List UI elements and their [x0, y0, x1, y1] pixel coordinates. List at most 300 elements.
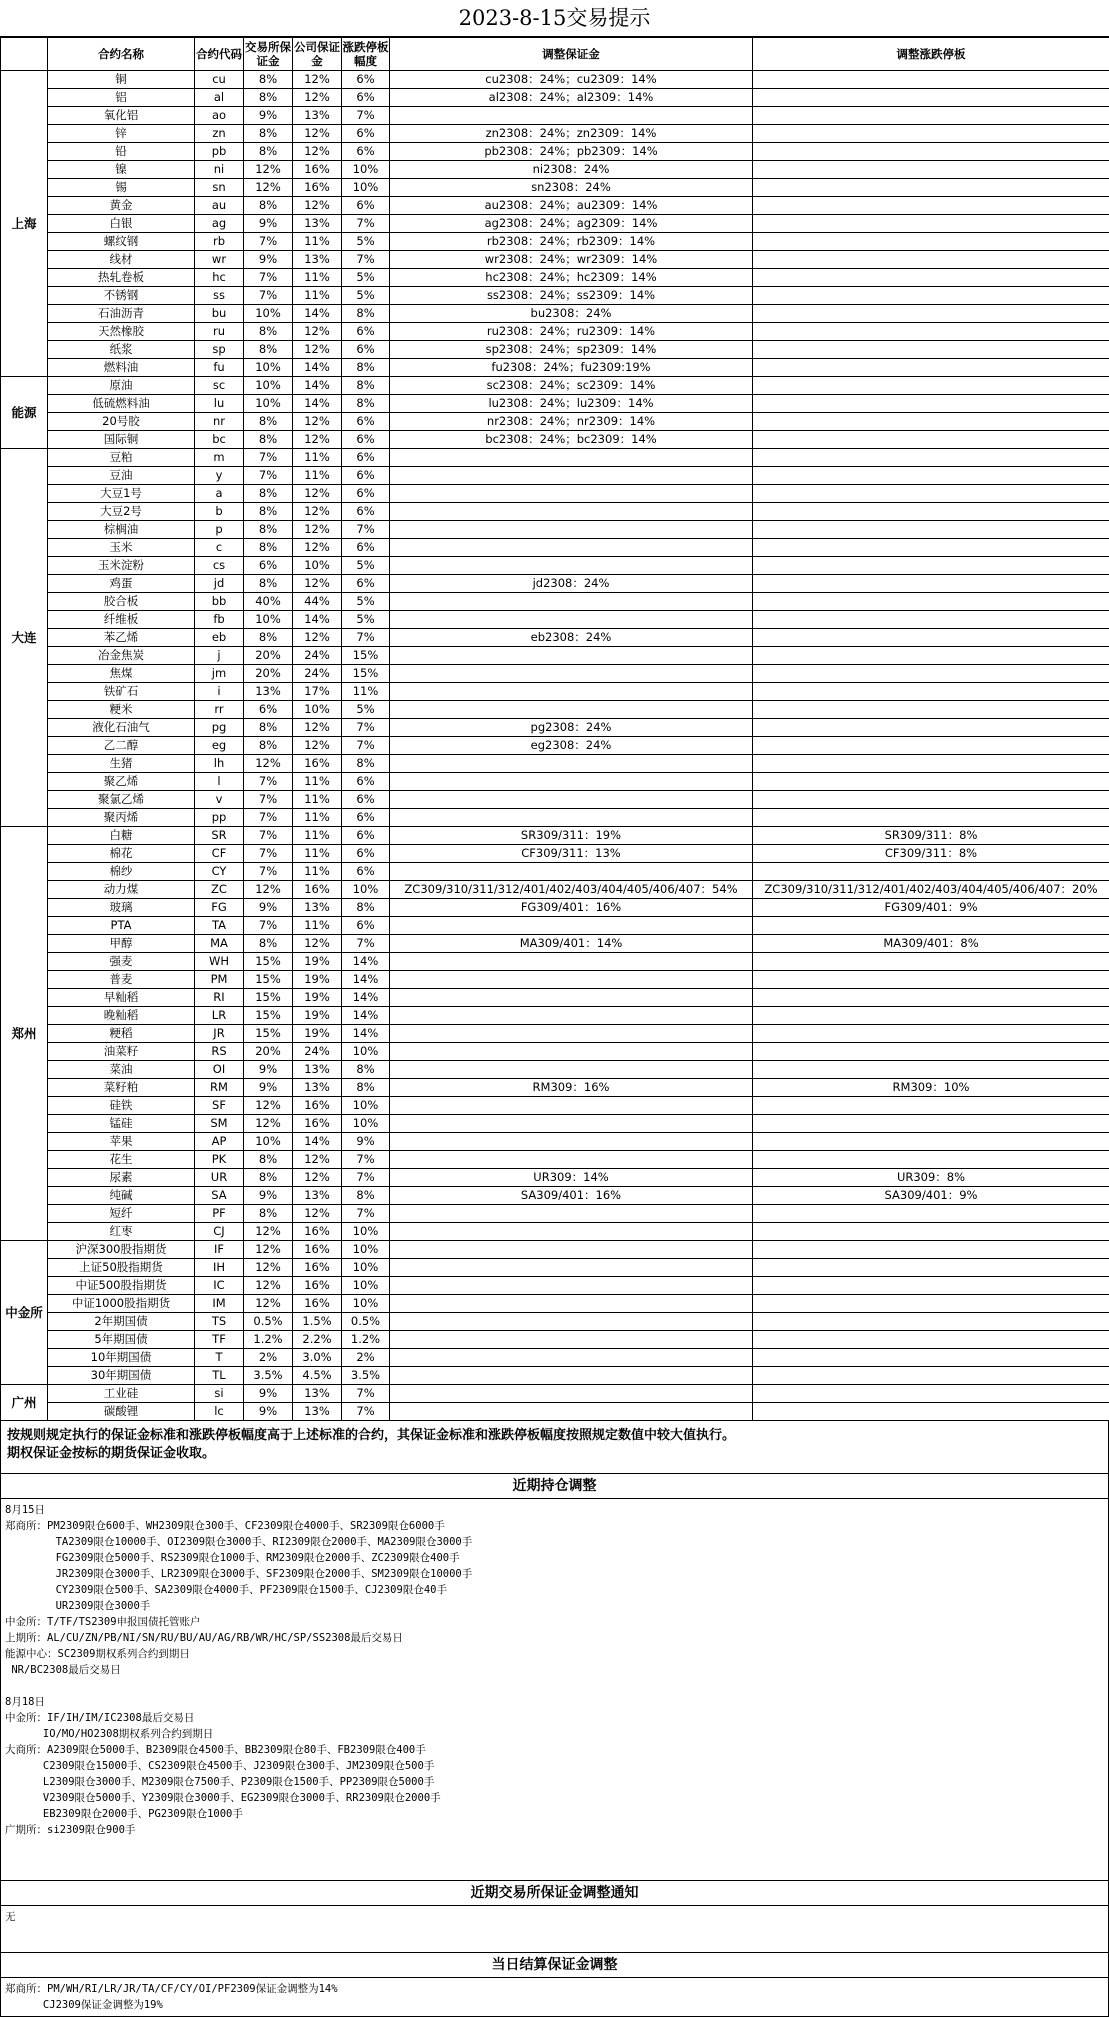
adjust-limit-cell	[753, 413, 1109, 431]
adjust-margin-cell: ss2308：24%；ss2309：14%	[390, 287, 753, 305]
table-body	[1, 71, 1109, 1421]
exchange-margin-cell: 15%	[244, 1007, 293, 1025]
adjust-margin-cell: eb2308：24%	[390, 629, 753, 647]
adjust-margin-cell	[390, 1151, 753, 1169]
table-row	[1, 467, 1109, 485]
adjust-margin-cell: SR309/311：19%	[390, 827, 753, 845]
exchange-margin-cell: 10%	[244, 611, 293, 629]
adjust-limit-cell	[753, 809, 1109, 827]
table-row	[1, 1259, 1109, 1277]
contract-code-cell: al	[195, 89, 244, 107]
price-limit-cell: 6%	[342, 71, 390, 89]
table-row	[1, 755, 1109, 773]
adjust-limit-cell	[753, 125, 1109, 143]
adjust-limit-cell	[753, 1061, 1109, 1079]
company-margin-cell: 24%	[293, 1043, 342, 1061]
adjust-limit-cell	[753, 665, 1109, 683]
adjust-limit-cell	[753, 179, 1109, 197]
exchange-margin-cell: 8%	[244, 89, 293, 107]
contract-code-cell: SA	[195, 1187, 244, 1205]
contract-name-cell: 晚籼稻	[48, 1007, 195, 1025]
table-row	[1, 395, 1109, 413]
adjust-margin-cell: pg2308：24%	[390, 719, 753, 737]
contract-code-cell: JR	[195, 1025, 244, 1043]
table-row	[1, 1043, 1109, 1061]
price-limit-cell: 8%	[342, 1061, 390, 1079]
settlement-margin-title: 当日结算保证金调整	[0, 1952, 1109, 1978]
exchange-margin-notice-title: 近期交易所保证金调整通知	[0, 1880, 1109, 1906]
region-label: 大连	[1, 449, 48, 827]
table-header	[1, 38, 1109, 71]
table-row	[1, 197, 1109, 215]
price-limit-cell: 6%	[342, 575, 390, 593]
contract-name-cell: 红枣	[48, 1223, 195, 1241]
exchange-margin-cell: 7%	[244, 233, 293, 251]
adjust-margin-cell	[390, 1259, 753, 1277]
contract-name-cell: 天然橡胶	[48, 323, 195, 341]
contract-name-cell: 粳米	[48, 701, 195, 719]
table-row	[1, 1385, 1109, 1403]
adjust-margin-cell	[390, 1025, 753, 1043]
company-margin-cell: 11%	[293, 287, 342, 305]
company-margin-cell: 13%	[293, 107, 342, 125]
adjust-margin-cell: rb2308：24%；rb2309：14%	[390, 233, 753, 251]
contract-code-cell: RM	[195, 1079, 244, 1097]
adjust-margin-cell	[390, 773, 753, 791]
company-margin-cell: 11%	[293, 845, 342, 863]
adjust-limit-cell	[753, 89, 1109, 107]
region-label: 上海	[1, 71, 48, 377]
table-row	[1, 1241, 1109, 1259]
exchange-margin-cell: 9%	[244, 1079, 293, 1097]
company-margin-cell: 13%	[293, 1079, 342, 1097]
company-margin-cell: 13%	[293, 251, 342, 269]
adjust-limit-cell	[753, 1313, 1109, 1331]
adjust-limit-cell	[753, 755, 1109, 773]
contract-name-cell: 聚丙烯	[48, 809, 195, 827]
contract-code-cell: TL	[195, 1367, 244, 1385]
adjust-limit-cell	[753, 701, 1109, 719]
contract-name-cell: 锌	[48, 125, 195, 143]
adjust-margin-cell	[390, 1331, 753, 1349]
table-row	[1, 1205, 1109, 1223]
table-row	[1, 1295, 1109, 1313]
contract-code-cell: IM	[195, 1295, 244, 1313]
table-row	[1, 269, 1109, 287]
company-margin-cell: 13%	[293, 1061, 342, 1079]
adjust-limit-cell	[753, 917, 1109, 935]
exchange-margin-cell: 12%	[244, 179, 293, 197]
contract-name-cell: 玉米淀粉	[48, 557, 195, 575]
exchange-margin-cell: 12%	[244, 1259, 293, 1277]
margin-rule-note	[0, 1421, 1109, 1473]
table-row	[1, 809, 1109, 827]
adjust-limit-cell	[753, 791, 1109, 809]
contract-code-cell: wr	[195, 251, 244, 269]
exchange-margin-cell: 12%	[244, 1241, 293, 1259]
header-price-limit: 涨跌停板幅度	[342, 38, 390, 71]
contract-code-cell: IF	[195, 1241, 244, 1259]
contract-code-cell: IC	[195, 1277, 244, 1295]
exchange-margin-cell: 7%	[244, 269, 293, 287]
company-margin-cell: 19%	[293, 989, 342, 1007]
table-row	[1, 1349, 1109, 1367]
table-row	[1, 341, 1109, 359]
adjust-limit-cell	[753, 1403, 1109, 1421]
adjust-margin-cell: al2308：24%；al2309：14%	[390, 89, 753, 107]
table-row	[1, 665, 1109, 683]
company-margin-cell: 11%	[293, 809, 342, 827]
contract-name-cell: 铝	[48, 89, 195, 107]
adjust-limit-cell	[753, 287, 1109, 305]
company-margin-cell: 1.5%	[293, 1313, 342, 1331]
price-limit-cell: 5%	[342, 611, 390, 629]
contract-name-cell: PTA	[48, 917, 195, 935]
exchange-margin-cell: 15%	[244, 971, 293, 989]
table-row	[1, 791, 1109, 809]
exchange-margin-cell: 7%	[244, 845, 293, 863]
contract-name-cell: 甲醇	[48, 935, 195, 953]
exchange-margin-cell: 12%	[244, 1295, 293, 1313]
table-row	[1, 1061, 1109, 1079]
company-margin-cell: 16%	[293, 1097, 342, 1115]
adjust-limit-cell: RM309：10%	[753, 1079, 1109, 1097]
table-row	[1, 305, 1109, 323]
price-limit-cell: 5%	[342, 593, 390, 611]
contract-name-cell: 聚氯乙烯	[48, 791, 195, 809]
table-row	[1, 1169, 1109, 1187]
contract-code-cell: lu	[195, 395, 244, 413]
contract-code-cell: l	[195, 773, 244, 791]
company-margin-cell: 12%	[293, 413, 342, 431]
contract-name-cell: 冶金焦炭	[48, 647, 195, 665]
table-row	[1, 1025, 1109, 1043]
exchange-margin-cell: 8%	[244, 1169, 293, 1187]
adjust-margin-cell	[390, 1277, 753, 1295]
company-margin-cell: 14%	[293, 377, 342, 395]
company-margin-cell: 12%	[293, 431, 342, 449]
adjust-margin-cell	[390, 1007, 753, 1025]
table-row	[1, 863, 1109, 881]
adjust-limit-cell	[753, 485, 1109, 503]
contract-name-cell: 纤维板	[48, 611, 195, 629]
table-row	[1, 1007, 1109, 1025]
adjust-margin-cell	[390, 1367, 753, 1385]
adjust-margin-cell	[390, 755, 753, 773]
contract-code-cell: CY	[195, 863, 244, 881]
company-margin-cell: 12%	[293, 719, 342, 737]
contract-code-cell: SF	[195, 1097, 244, 1115]
header-region	[1, 38, 48, 71]
adjust-margin-cell	[390, 791, 753, 809]
company-margin-cell: 11%	[293, 827, 342, 845]
adjust-margin-cell: ru2308：24%；ru2309：14%	[390, 323, 753, 341]
price-limit-cell: 10%	[342, 1277, 390, 1295]
company-margin-cell: 12%	[293, 143, 342, 161]
exchange-margin-cell: 7%	[244, 467, 293, 485]
adjust-limit-cell	[753, 143, 1109, 161]
company-margin-cell: 16%	[293, 161, 342, 179]
price-limit-cell: 6%	[342, 125, 390, 143]
adjust-limit-cell	[753, 1133, 1109, 1151]
contract-name-cell: 工业硅	[48, 1385, 195, 1403]
contract-name-cell: 早籼稻	[48, 989, 195, 1007]
contract-name-cell: 菜籽粕	[48, 1079, 195, 1097]
company-margin-cell: 12%	[293, 323, 342, 341]
contract-name-cell: 油菜籽	[48, 1043, 195, 1061]
contract-code-cell: fb	[195, 611, 244, 629]
adjust-limit-cell	[753, 557, 1109, 575]
adjust-margin-cell: ZC309/310/311/312/401/402/403/404/405/406/407：54%	[390, 881, 753, 899]
table-row	[1, 629, 1109, 647]
contract-code-cell: ni	[195, 161, 244, 179]
exchange-margin-notice-body: 无	[0, 1906, 1109, 1952]
price-limit-cell: 8%	[342, 395, 390, 413]
company-margin-cell: 12%	[293, 197, 342, 215]
company-margin-cell: 14%	[293, 305, 342, 323]
table-row	[1, 107, 1109, 125]
adjust-margin-cell	[390, 863, 753, 881]
price-limit-cell: 6%	[342, 863, 390, 881]
contract-code-cell: sn	[195, 179, 244, 197]
price-limit-cell: 7%	[342, 1403, 390, 1421]
price-limit-cell: 6%	[342, 485, 390, 503]
adjust-margin-cell: eg2308：24%	[390, 737, 753, 755]
company-margin-cell: 10%	[293, 701, 342, 719]
adjust-margin-cell: ni2308：24%	[390, 161, 753, 179]
adjust-margin-cell	[390, 1043, 753, 1061]
price-limit-cell: 14%	[342, 953, 390, 971]
company-margin-cell: 11%	[293, 863, 342, 881]
company-margin-cell: 10%	[293, 557, 342, 575]
contract-code-cell: p	[195, 521, 244, 539]
table-row	[1, 737, 1109, 755]
adjust-margin-cell	[390, 1115, 753, 1133]
company-margin-cell: 12%	[293, 575, 342, 593]
contract-code-cell: a	[195, 485, 244, 503]
exchange-margin-cell: 6%	[244, 557, 293, 575]
adjust-limit-cell	[753, 1241, 1109, 1259]
contract-name-cell: 20号胶	[48, 413, 195, 431]
contract-code-cell: cs	[195, 557, 244, 575]
contract-code-cell: c	[195, 539, 244, 557]
price-limit-cell: 7%	[342, 737, 390, 755]
contract-name-cell: 胶合板	[48, 593, 195, 611]
price-limit-cell: 10%	[342, 1295, 390, 1313]
contract-name-cell: 玉米	[48, 539, 195, 557]
adjust-margin-cell: SA309/401：16%	[390, 1187, 753, 1205]
price-limit-cell: 6%	[342, 827, 390, 845]
exchange-margin-cell: 3.5%	[244, 1367, 293, 1385]
company-margin-cell: 12%	[293, 89, 342, 107]
price-limit-cell: 7%	[342, 629, 390, 647]
exchange-margin-cell: 7%	[244, 449, 293, 467]
table-row	[1, 125, 1109, 143]
contract-name-cell: 大豆2号	[48, 503, 195, 521]
adjust-margin-cell	[390, 1295, 753, 1313]
adjust-margin-cell	[390, 917, 753, 935]
exchange-margin-cell: 9%	[244, 251, 293, 269]
adjust-limit-cell	[753, 719, 1109, 737]
contract-name-cell: 大豆1号	[48, 485, 195, 503]
adjust-margin-cell	[390, 1403, 753, 1421]
adjust-limit-cell	[753, 1385, 1109, 1403]
contract-code-cell: fu	[195, 359, 244, 377]
price-limit-cell: 6%	[342, 809, 390, 827]
company-margin-cell: 12%	[293, 629, 342, 647]
contract-code-cell: zn	[195, 125, 244, 143]
position-adjust-body: 8月15日 郑商所：PM2309限仓600手、WH2309限仓300手、CF2309限仓4000手、SR2309限仓6000手 TA2309限仓10000手、OI2309限仓3000手、RI2309限仓2000手、MA2309限仓3000手 FG2309限仓5000手、RS2309限仓1000手、RM2309限仓2000手、ZC2309限仓400手 JR2309限仓3000手、LR2309限仓3000手、SF2309限仓2000手、SM2309限仓10000手 CY2309限仓500手、SA2309限仓4000手、PF2309限仓1500手、CJ2309限仓40手 UR2309限仓3000手 中金所：T/TF/TS2309申报国债托管账户 上期所：AL/CU/ZN/PB/NI/SN/RU/BU/AU/AG/RB/WR/HC/SP/SS2308最后交易日 能源中心：SC2309期权系列合约到期日 NR/BC2308最后交易日 8月18日 中金所：IF/IH/IM/IC2308最后交易日 IO/MO/HO2308期权系列合约到期日 大商所：A2309限仓5000手、B2309限仓4500手、BB2309限仓80手、FB2309限仓400手 C2309限仓15000手、CS2309限仓4500手、J2309限仓300手、JM2309限仓500手 L2309限仓3000手、M2309限仓7500手、P2309限仓1500手、PP2309限仓5000手 V2309限仓5000手、Y2309限仓3000手、EG2309限仓3000手、RR2309限仓2000手 EB2309限仓2000手、PG2309限仓1000手 广期所：si2309限仓900手	[0, 1499, 1109, 1880]
contract-name-cell: 铜	[48, 71, 195, 89]
adjust-margin-cell: sn2308：24%	[390, 179, 753, 197]
adjust-margin-cell	[390, 1097, 753, 1115]
company-margin-cell: 12%	[293, 503, 342, 521]
settlement-margin-body: 郑商所：PM/WH/RI/LR/JR/TA/CF/CY/OI/PF2309保证金调整为14% CJ2309保证金调整为19%	[0, 1978, 1109, 2017]
exchange-margin-cell: 10%	[244, 305, 293, 323]
contract-name-cell: 棕榈油	[48, 521, 195, 539]
exchange-margin-cell: 10%	[244, 395, 293, 413]
table-row	[1, 521, 1109, 539]
contract-name-cell: 白糖	[48, 827, 195, 845]
exchange-margin-cell: 9%	[244, 1187, 293, 1205]
table-row	[1, 1097, 1109, 1115]
price-limit-cell: 7%	[342, 251, 390, 269]
exchange-margin-cell: 12%	[244, 1277, 293, 1295]
contract-name-cell: 液化石油气	[48, 719, 195, 737]
table-row	[1, 215, 1109, 233]
company-margin-cell: 16%	[293, 881, 342, 899]
adjust-limit-cell	[753, 233, 1109, 251]
adjust-margin-cell: jd2308：24%	[390, 575, 753, 593]
contract-code-cell: T	[195, 1349, 244, 1367]
company-margin-cell: 13%	[293, 1385, 342, 1403]
exchange-margin-cell: 15%	[244, 989, 293, 1007]
contract-name-cell: 豆油	[48, 467, 195, 485]
company-margin-cell: 12%	[293, 71, 342, 89]
adjust-margin-cell	[390, 485, 753, 503]
price-limit-cell: 7%	[342, 107, 390, 125]
contract-name-cell: 铅	[48, 143, 195, 161]
contract-code-cell: v	[195, 791, 244, 809]
contract-name-cell: 国际铜	[48, 431, 195, 449]
adjust-limit-cell	[753, 1295, 1109, 1313]
exchange-margin-cell: 7%	[244, 809, 293, 827]
contract-name-cell: 苹果	[48, 1133, 195, 1151]
contract-name-cell: 2年期国债	[48, 1313, 195, 1331]
note-line-1: 按规则规定执行的保证金标准和涨跌停板幅度高于上述标准的合约，其保证金标准和涨跌停板幅度按照规定数值中较大值执行。	[7, 1427, 1102, 1445]
contract-name-cell: 锰硅	[48, 1115, 195, 1133]
contract-code-cell: PM	[195, 971, 244, 989]
adjust-margin-cell: wr2308：24%；wr2309：14%	[390, 251, 753, 269]
company-margin-cell: 11%	[293, 449, 342, 467]
exchange-margin-cell: 8%	[244, 935, 293, 953]
company-margin-cell: 13%	[293, 1187, 342, 1205]
adjust-margin-cell: CF309/311：13%	[390, 845, 753, 863]
contract-code-cell: FG	[195, 899, 244, 917]
exchange-margin-cell: 9%	[244, 215, 293, 233]
price-limit-cell: 14%	[342, 989, 390, 1007]
contract-name-cell: 碳酸锂	[48, 1403, 195, 1421]
company-margin-cell: 11%	[293, 791, 342, 809]
contract-code-cell: IH	[195, 1259, 244, 1277]
table-row	[1, 575, 1109, 593]
exchange-margin-cell: 9%	[244, 107, 293, 125]
adjust-margin-cell	[390, 467, 753, 485]
table-row	[1, 503, 1109, 521]
adjust-margin-cell	[390, 1313, 753, 1331]
adjust-margin-cell	[390, 683, 753, 701]
price-limit-cell: 7%	[342, 521, 390, 539]
adjust-limit-cell	[753, 107, 1109, 125]
contract-code-cell: rr	[195, 701, 244, 719]
header-adjust-margin: 调整保证金	[390, 38, 753, 71]
adjust-margin-cell: pb2308：24%；pb2309：14%	[390, 143, 753, 161]
company-margin-cell: 12%	[293, 125, 342, 143]
contract-name-cell: 中证500股指期货	[48, 1277, 195, 1295]
contract-code-cell: PF	[195, 1205, 244, 1223]
exchange-margin-cell: 40%	[244, 593, 293, 611]
contract-name-cell: 原油	[48, 377, 195, 395]
price-limit-cell: 6%	[342, 917, 390, 935]
price-limit-cell: 7%	[342, 1205, 390, 1223]
exchange-margin-cell: 1.2%	[244, 1331, 293, 1349]
contract-name-cell: 不锈钢	[48, 287, 195, 305]
adjust-margin-cell: RM309：16%	[390, 1079, 753, 1097]
contract-code-cell: OI	[195, 1061, 244, 1079]
adjust-limit-cell	[753, 971, 1109, 989]
company-margin-cell: 13%	[293, 215, 342, 233]
price-limit-cell: 7%	[342, 935, 390, 953]
adjust-margin-cell	[390, 1223, 753, 1241]
exchange-margin-cell: 15%	[244, 1025, 293, 1043]
adjust-margin-cell	[390, 989, 753, 1007]
price-limit-cell: 7%	[342, 1169, 390, 1187]
price-limit-cell: 7%	[342, 215, 390, 233]
adjust-limit-cell	[753, 449, 1109, 467]
adjust-limit-cell: FG309/401：9%	[753, 899, 1109, 917]
adjust-margin-cell	[390, 521, 753, 539]
adjust-margin-cell: sc2308：24%；sc2309：14%	[390, 377, 753, 395]
table-row	[1, 413, 1109, 431]
contract-code-cell: AP	[195, 1133, 244, 1151]
contract-name-cell: 棉花	[48, 845, 195, 863]
contract-name-cell: 菜油	[48, 1061, 195, 1079]
table-row	[1, 233, 1109, 251]
contract-code-cell: bb	[195, 593, 244, 611]
contract-name-cell: 10年期国债	[48, 1349, 195, 1367]
table-row	[1, 71, 1109, 89]
adjust-limit-cell	[753, 1367, 1109, 1385]
company-margin-cell: 12%	[293, 539, 342, 557]
table-row	[1, 143, 1109, 161]
exchange-margin-cell: 7%	[244, 827, 293, 845]
contract-name-cell: 动力煤	[48, 881, 195, 899]
contract-code-cell: pg	[195, 719, 244, 737]
adjust-margin-cell	[390, 1385, 753, 1403]
exchange-margin-cell: 8%	[244, 143, 293, 161]
adjust-limit-cell	[753, 323, 1109, 341]
company-margin-cell: 14%	[293, 395, 342, 413]
table-row	[1, 1403, 1109, 1421]
region-label: 中金所	[1, 1241, 48, 1385]
adjust-limit-cell	[753, 863, 1109, 881]
price-limit-cell: 6%	[342, 431, 390, 449]
contract-code-cell: PK	[195, 1151, 244, 1169]
exchange-margin-cell: 8%	[244, 431, 293, 449]
adjust-limit-cell	[753, 1115, 1109, 1133]
contract-code-cell: ao	[195, 107, 244, 125]
table-row	[1, 683, 1109, 701]
